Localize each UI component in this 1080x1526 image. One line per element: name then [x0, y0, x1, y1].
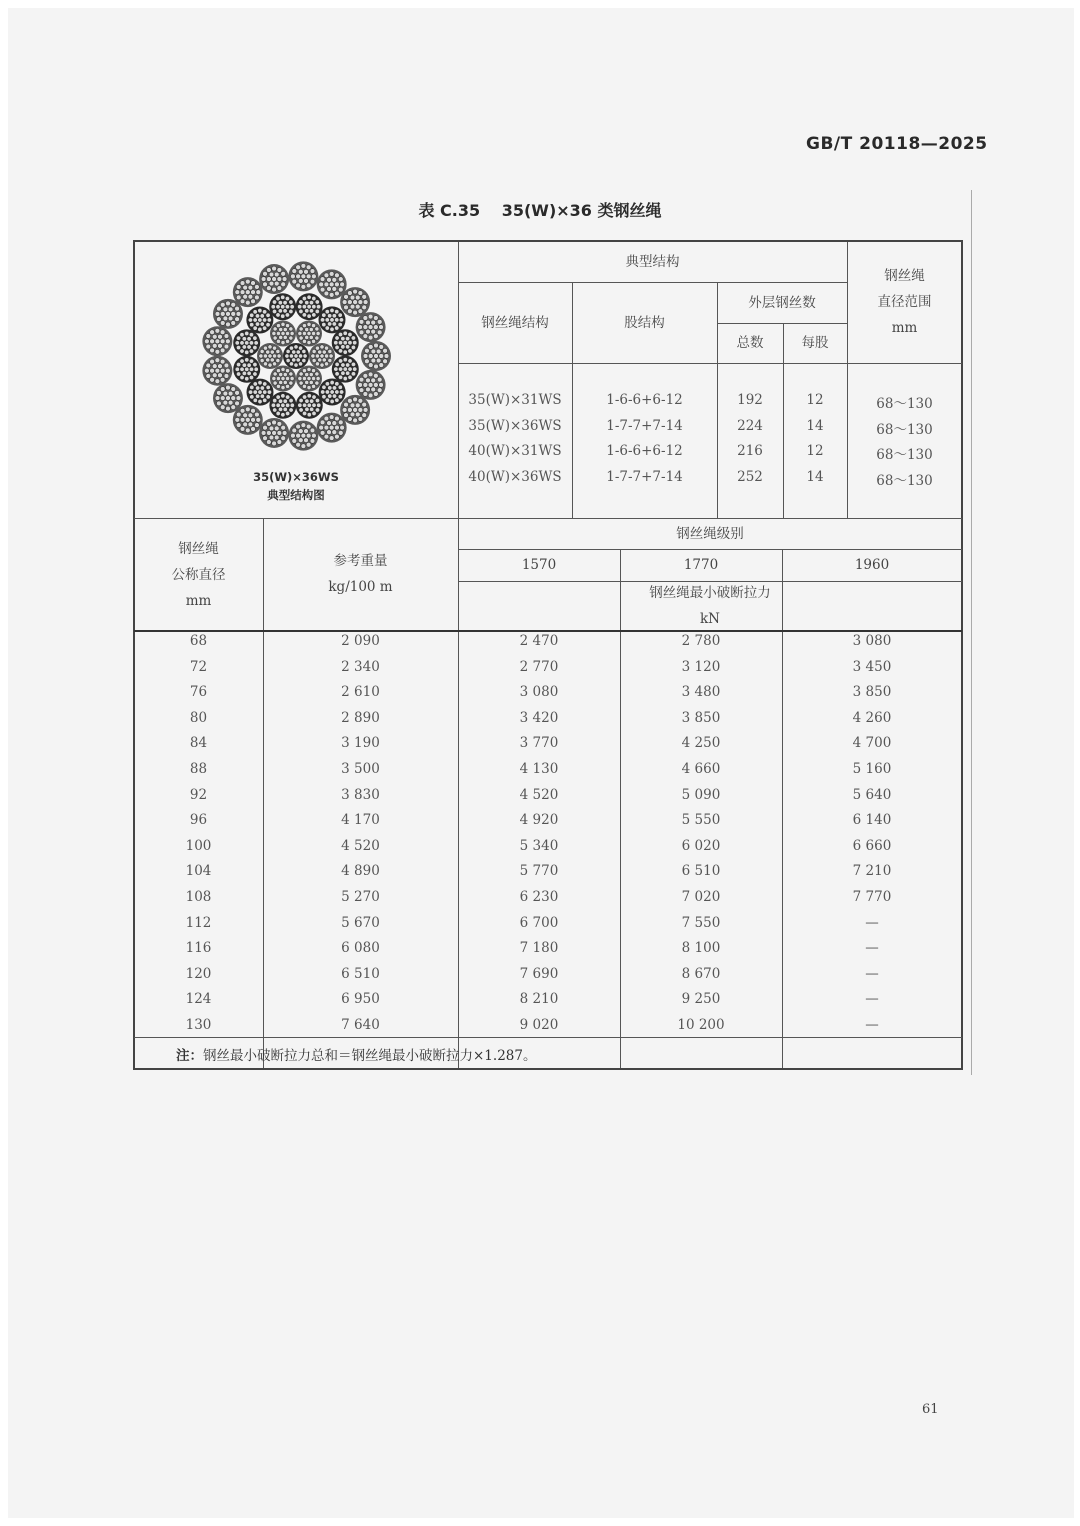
force-1570-cell: 6 230 — [519, 889, 559, 905]
force-1770-cell: 4 660 — [681, 761, 721, 777]
total-cell: 252 — [737, 469, 763, 486]
rope-cross-section-image — [196, 256, 396, 456]
wire-strand — [202, 356, 232, 386]
force-1960-cell: 4 260 — [852, 709, 892, 726]
wire-strand — [332, 356, 359, 383]
reference-weight-cell: 3 830 — [341, 786, 380, 803]
force-1770-cell: 3 480 — [681, 684, 721, 701]
force-1770-cell: 8 100 — [681, 940, 721, 957]
grade-header: 钢丝绳级别 — [676, 525, 744, 542]
wire-strand — [270, 320, 296, 346]
nominal-diameter-cell: 68 — [189, 633, 208, 649]
wire-strand — [356, 312, 386, 342]
margin-rule — [971, 190, 972, 1075]
force-1770-cell: 7 550 — [681, 914, 721, 931]
nominal-diameter-cell: 108 — [185, 889, 212, 905]
force-1570-cell: 2 470 — [519, 633, 559, 649]
nominal-diameter-cell: 76 — [189, 684, 208, 701]
reference-weight-header-line2: kg/100 m — [328, 579, 393, 595]
nominal-diameter-cell: 124 — [185, 991, 212, 1008]
wire-strand — [213, 383, 243, 413]
grid-line — [458, 363, 962, 364]
force-1960-cell: — — [865, 991, 879, 1008]
force-1570-cell: 6 700 — [519, 914, 559, 931]
force-1570-cell: 5 770 — [519, 863, 559, 880]
wire-strand — [288, 421, 318, 451]
table-note — [176, 1044, 536, 1064]
wire-strand — [257, 343, 283, 369]
reference-weight-cell: 2 340 — [341, 658, 380, 675]
reference-weight-cell: 7 640 — [341, 1017, 380, 1033]
nominal-diameter-cell: 92 — [189, 786, 208, 803]
grid-line — [134, 1037, 962, 1038]
force-1770-cell: 6 020 — [681, 837, 721, 854]
reference-weight-cell: 4 520 — [341, 837, 380, 854]
reference-weight-cell: 6 950 — [341, 991, 380, 1008]
note-text: 钢丝最小破断拉力总和＝钢丝绳最小破断拉力×1.287。 — [203, 1048, 537, 1064]
diameter-range-cell: 68～130 — [876, 421, 933, 438]
strand-structure-header: 股结构 — [624, 314, 665, 331]
force-1960-cell: 6 660 — [852, 837, 892, 854]
wire-strand — [270, 366, 296, 392]
force-1770-cell: 5 090 — [681, 786, 721, 803]
diameter-range-header-line3: mm — [891, 320, 918, 336]
rope-structure-cell: 35(W)×36WS — [468, 417, 562, 434]
reference-weight-cell: 6 080 — [341, 940, 380, 957]
total-header: 总数 — [736, 335, 764, 351]
table-name: 35(W)×36 类钢丝绳 — [501, 201, 662, 220]
outer-wire-count-header: 外层钢丝数 — [748, 294, 816, 311]
force-1960-cell: 3 080 — [852, 633, 892, 649]
table-label: 表 C.35 — [418, 201, 481, 220]
reference-weight-cell: 4 170 — [341, 812, 380, 829]
force-1570-cell: 8 210 — [519, 991, 559, 1008]
force-1960-cell: 7 770 — [852, 889, 892, 905]
table-title — [0, 198, 1080, 221]
reference-weight-cell: 5 670 — [341, 914, 380, 931]
rope-structure-header: 钢丝绳结构 — [481, 314, 549, 331]
per-strand-cell: 12 — [806, 392, 824, 408]
force-1960-cell: 7 210 — [852, 863, 892, 880]
image-caption-1: 35(W)×36WS — [253, 470, 339, 484]
diameter-range-header-line1: 钢丝绳 — [884, 268, 925, 284]
wire-strand — [259, 418, 289, 448]
nominal-diameter-cell: 100 — [185, 837, 212, 854]
nominal-diameter-cell: 120 — [185, 965, 212, 982]
wire-strand — [247, 379, 274, 406]
total-cell: 216 — [737, 443, 763, 460]
nominal-diameter-cell: 80 — [189, 709, 208, 726]
reference-weight-cell: 5 270 — [341, 889, 380, 905]
wire-strand — [233, 277, 263, 307]
diameter-range-header — [847, 262, 962, 342]
reference-weight-header — [263, 548, 458, 600]
force-1960-cell: — — [865, 1017, 879, 1033]
reference-weight-cell: 2 890 — [341, 709, 380, 726]
wire-strand — [361, 341, 391, 371]
force-1570-cell: 4 130 — [519, 761, 559, 777]
force-1570-cell: 5 340 — [519, 837, 559, 854]
wire-strand — [233, 329, 260, 356]
nominal-diameter-header — [134, 536, 263, 614]
reference-weight-header-line1: 参考重量 — [333, 553, 388, 569]
nominal-diameter-cell: 88 — [189, 761, 208, 777]
nominal-diameter-header-line3: mm — [185, 593, 212, 609]
rope-structure-cell: 40(W)×36WS — [468, 469, 562, 486]
wire-strand — [296, 366, 322, 392]
wire-strand — [317, 413, 347, 443]
nominal-diameter-cell: 96 — [189, 812, 208, 829]
typical-structure-header: 典型结构 — [625, 254, 680, 270]
wire-strand — [202, 326, 232, 356]
force-1570-cell: 4 520 — [519, 786, 559, 803]
wire-strand — [318, 306, 345, 333]
force-1770-cell: 9 250 — [681, 991, 721, 1008]
wire-strand — [296, 320, 322, 346]
force-1770-cell: 4 250 — [681, 735, 721, 752]
force-1960-cell: 3 450 — [852, 658, 892, 675]
nominal-diameter-cell: 112 — [185, 914, 212, 931]
force-1960-cell: — — [865, 914, 879, 931]
reference-weight-cell: 4 890 — [341, 863, 380, 880]
force-1960-cell: — — [865, 940, 879, 957]
note-label: 注： — [176, 1048, 203, 1064]
nominal-diameter-header-line1: 钢丝绳 — [178, 541, 219, 557]
strand-structure-cell: 1-6-6+6-12 — [606, 392, 683, 408]
reference-weight-cell: 6 510 — [341, 965, 380, 982]
force-1570-cell: 2 770 — [519, 658, 559, 675]
page-number: 61 — [922, 1402, 939, 1417]
reference-weight-cell: 3 500 — [341, 761, 380, 777]
nominal-diameter-cell: 104 — [185, 863, 212, 880]
nominal-diameter-cell: 72 — [189, 658, 208, 675]
force-1570-cell: 9 020 — [519, 1017, 559, 1033]
diameter-range-cell: 68～130 — [876, 447, 933, 464]
min-breaking-force-header-line1: 钢丝绳最小破断拉力 — [649, 585, 771, 601]
per-strand-cell: 14 — [806, 417, 824, 434]
diameter-range-cell: 68～130 — [876, 396, 933, 412]
grade-1960: 1960 — [854, 557, 890, 573]
force-1960-cell: 5 160 — [852, 761, 892, 777]
force-1770-cell: 5 550 — [681, 812, 721, 829]
nominal-diameter-cell: 116 — [185, 940, 212, 957]
nominal-diameter-cell: 130 — [185, 1017, 212, 1033]
nominal-diameter-header-line2: 公称直径 — [171, 567, 226, 583]
wire-strand — [269, 392, 296, 419]
core-strand — [283, 343, 309, 369]
force-1960-cell: 3 850 — [852, 684, 892, 701]
force-1770-cell: 8 670 — [681, 965, 721, 982]
diameter-range-header-line2: 直径范围 — [877, 294, 932, 310]
force-1570-cell: 4 920 — [519, 812, 559, 829]
image-caption-2: 典型结构图 — [267, 488, 325, 502]
wire-strand — [259, 264, 289, 294]
reference-weight-cell: 3 190 — [341, 735, 380, 752]
strand-structure-cell: 1-6-6+6-12 — [606, 443, 683, 460]
force-1960-cell: 4 700 — [852, 735, 892, 752]
force-1770-cell: 3 850 — [681, 709, 721, 726]
wire-strand — [246, 307, 273, 334]
force-1960-cell: 5 640 — [852, 786, 892, 803]
total-cell: 224 — [737, 417, 763, 434]
per-strand-cell: 12 — [806, 443, 824, 460]
force-1770-cell: 2 780 — [681, 633, 721, 649]
reference-weight-cell: 2 090 — [341, 633, 380, 649]
force-1770-cell: 10 200 — [677, 1017, 725, 1033]
reference-weight-cell: 2 610 — [341, 684, 380, 701]
rope-structure-cell: 40(W)×31WS — [468, 443, 562, 460]
standard-code: GB/T 20118—2025 — [806, 134, 988, 154]
wire-strand — [319, 378, 346, 405]
force-1770-cell: 6 510 — [681, 863, 721, 880]
force-1570-cell: 7 180 — [519, 940, 559, 957]
grade-1570: 1570 — [521, 557, 557, 573]
wire-strand — [332, 329, 359, 356]
min-breaking-force-header-line2: kN — [700, 611, 720, 627]
force-1960-cell: 6 140 — [852, 812, 892, 829]
per-strand-cell: 14 — [806, 469, 824, 486]
diameter-range-cell: 68～130 — [876, 473, 933, 490]
force-1570-cell: 3 080 — [519, 684, 559, 701]
force-1960-cell: — — [865, 965, 879, 982]
total-cell: 192 — [737, 392, 763, 408]
nominal-diameter-cell: 84 — [189, 735, 208, 752]
wire-strand — [356, 370, 386, 400]
force-1770-cell: 7 020 — [681, 889, 721, 905]
min-breaking-force-header — [458, 581, 962, 631]
wire-strand — [340, 287, 370, 317]
rope-structure-cell: 35(W)×31WS — [468, 392, 562, 408]
wire-strand — [269, 293, 296, 320]
wire-strand — [296, 293, 323, 320]
wire-strand — [309, 343, 335, 369]
force-1570-cell: 3 420 — [519, 709, 559, 726]
grade-1770: 1770 — [683, 557, 719, 573]
wire-strand — [233, 356, 260, 383]
force-1570-cell: 3 770 — [519, 735, 559, 752]
per-strand-header: 每股 — [801, 335, 829, 351]
strand-structure-cell: 1-7-7+7-14 — [606, 469, 683, 486]
strand-structure-cell: 1-7-7+7-14 — [606, 417, 683, 434]
wire-strand — [288, 261, 318, 291]
force-1570-cell: 7 690 — [519, 965, 559, 982]
force-1770-cell: 3 120 — [681, 658, 721, 675]
wire-strand — [296, 392, 323, 419]
